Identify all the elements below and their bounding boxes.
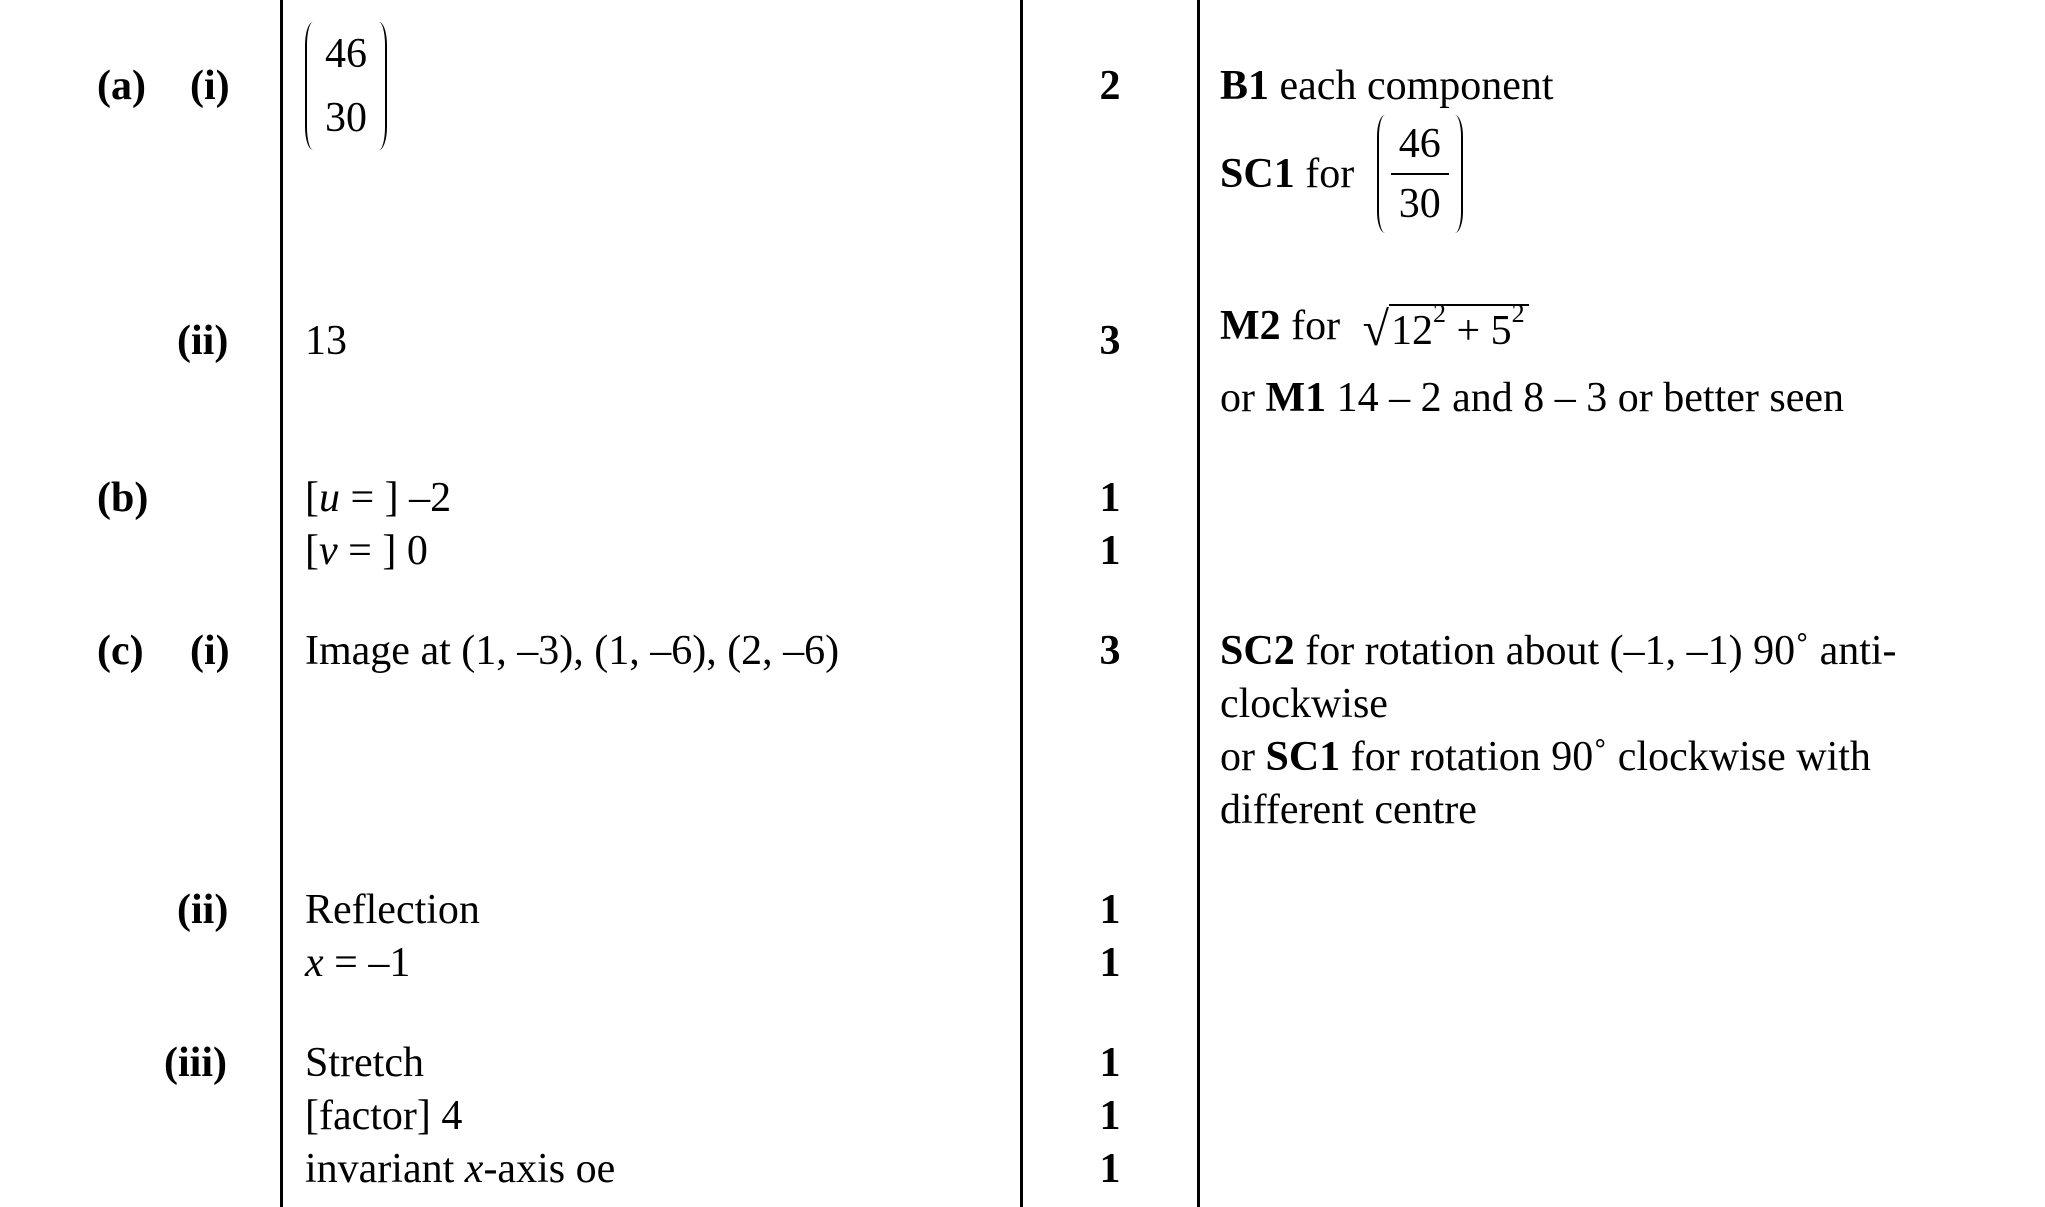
mark-a-ii: 3 [1099, 318, 1121, 364]
answer-c-ii-line1: Reflection [305, 887, 480, 933]
answer-a-ii: 13 [305, 318, 347, 364]
mark-a-i: 2 [1099, 63, 1121, 109]
subpart-label-a-i: (i) [190, 63, 230, 109]
mark-c-iii-2: 1 [1099, 1093, 1121, 1139]
answer-b-line2: [v = ] 0 [305, 528, 428, 574]
sc1-vector-top: 46 [1391, 115, 1449, 175]
mark-c-ii-2: 1 [1099, 940, 1121, 986]
answer-b-line1: [u = ] –2 [305, 475, 452, 521]
mark-b-1: 1 [1099, 475, 1121, 521]
guidance-c-i-line1: SC2 for rotation about (–1, –1) 90˚ anti- [1220, 628, 1897, 674]
column-divider-marks [1020, 0, 1023, 1207]
guidance-a-i-line1: B1 each component [1220, 63, 1554, 109]
mark-c-iii-1: 1 [1099, 1040, 1121, 1086]
subpart-label-c-iii: (iii) [164, 1040, 227, 1086]
mark-b-2: 1 [1099, 528, 1121, 574]
answer-a-i-vector [305, 22, 387, 150]
mark-c-ii-1: 1 [1099, 887, 1121, 933]
guidance-a-ii-line2: or M1 14 – 2 and 8 – 3 or better seen [1220, 375, 1845, 421]
answer-c-i: Image at (1, –3), (1, –6), (2, –6) [305, 628, 840, 674]
part-label-c: (c) [97, 628, 144, 674]
answer-c-ii-line2: x = –1 [305, 940, 411, 986]
mark-c-i: 3 [1099, 628, 1121, 674]
guidance-c-i-line2: clockwise [1220, 681, 1388, 727]
guidance-c-i-line3: or SC1 for rotation 90˚ clockwise with [1220, 734, 1871, 780]
guidance-a-ii-line1: M2 for √ $12^2 + 5^2$ [1220, 296, 1529, 356]
sqrt-expression: √ $12^2 + 5^2$ [1363, 304, 1529, 356]
part-label-b: (b) [97, 475, 149, 521]
vector-top: 46 [325, 31, 367, 77]
mark-c-iii-3: 1 [1099, 1146, 1121, 1192]
answer-c-iii-line1: Stretch [305, 1040, 424, 1086]
guidance-c-i-line4: different centre [1220, 787, 1477, 833]
answer-c-iii-line3: invariant x-axis oe [305, 1146, 616, 1192]
vector-bottom: 30 [325, 95, 367, 141]
sc1-vector-bottom: 30 [1398, 181, 1441, 227]
subpart-label-c-ii: (ii) [177, 887, 229, 933]
answer-c-iii-line2: [factor] 4 [305, 1093, 463, 1139]
column-divider-answer [280, 0, 283, 1207]
subpart-label-a-ii: (ii) [177, 318, 229, 364]
part-label-a: (a) [97, 63, 146, 109]
guidance-a-i-line2: SC1 for 46 30 [1220, 115, 1463, 233]
column-divider-guidance [1197, 0, 1200, 1207]
subpart-label-c-i: (i) [190, 628, 230, 674]
